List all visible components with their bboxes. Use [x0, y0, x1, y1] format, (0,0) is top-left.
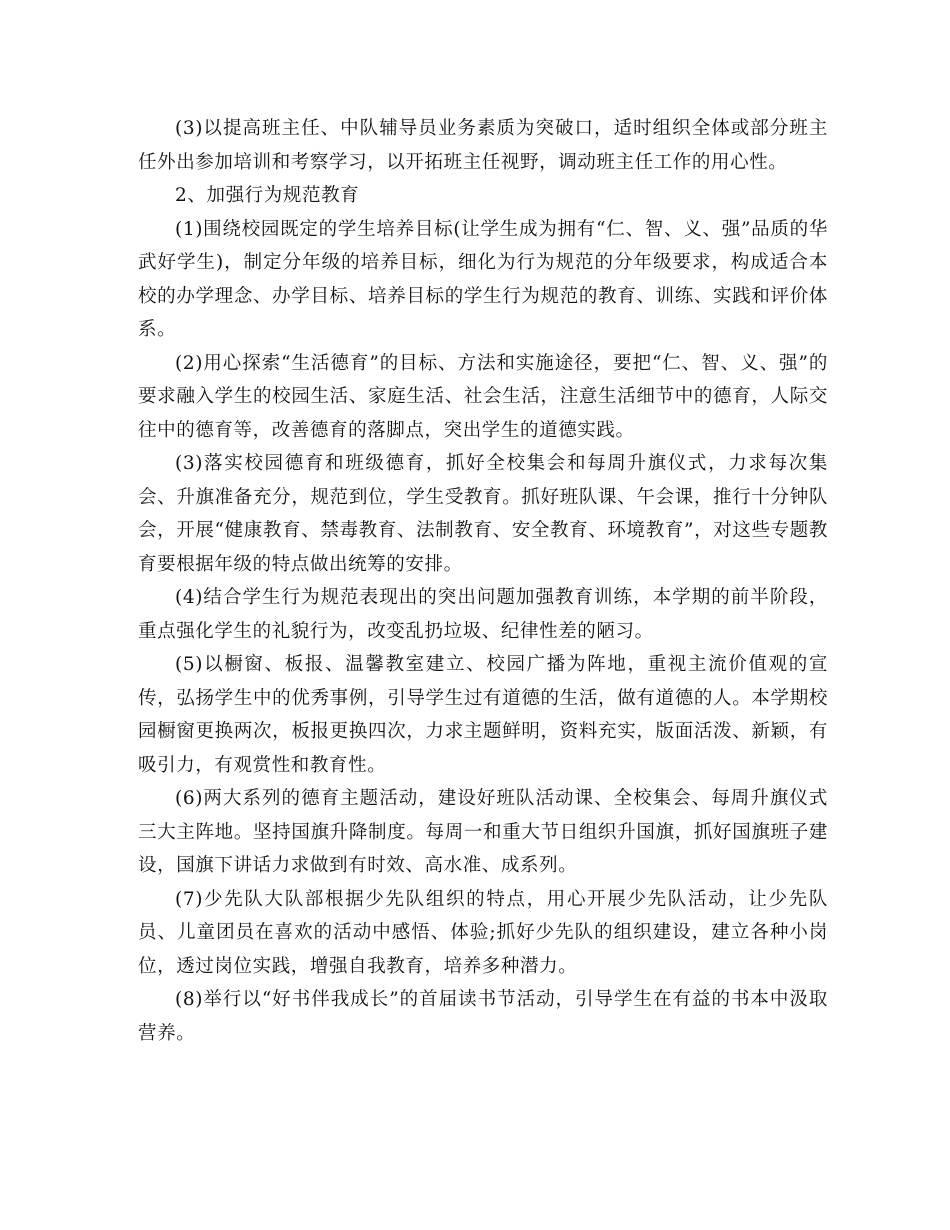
paragraph-4: (3)落实校园德育和班级德育，抓好全校集会和每周升旗仪式，力求每次集会、升旗准备充分，规范到位，学生受教育。抓好班队课、午会课，推行十分钟队会，开展“健康教育、禁毒教育、法制教育、安全教育、环境教育”，对这些专题教育要根据年级的特点做出统筹的安排。: [138, 453, 828, 575]
paragraph-5: (4)结合学生行为规范表现出的突出问题加强教育训练，本学期的前半阶段，重点强化学生的礼貌行为，改变乱扔垃圾、纪律性差的陋习。: [138, 587, 828, 642]
paragraph-9: (8)举行以“好书伴我成长”的首届读书节活动，引导学生在有益的书本中汲取营养。: [138, 989, 828, 1044]
paragraph-1: (3)以提高班主任、中队辅导员业务素质为突破口，适时组织全体或部分班主任外出参加培训和考察学习，以开拓班主任视野，调动班主任工作的用心性。: [138, 118, 828, 173]
document-body: [138, 112, 828, 1050]
paragraph-7: (6)两大系列的德育主题活动，建设好班队活动课、全校集会、每周升旗仪式三大主阵地。坚持国旗升降制度。每周一和重大节日组织升国旗，抓好国旗班子建设，国旗下讲话力求做到有时效、高水准、成系列。: [138, 788, 828, 876]
paragraph-2: (1)围绕校园既定的学生培养目标(让学生成为拥有“仁、智、义、强”品质的华武好学生)，制定分年级的培养目标，细化为行为规范的分年级要求，构成适合本校的办学理念、办学目标、培养目标的学生行为规范的教育、训练、实践和评价体系。: [138, 218, 828, 340]
paragraph-6: (5)以橱窗、板报、温馨教室建立、校园广播为阵地，重视主流价值观的宣传，弘扬学生中的优秀事例，引导学生过有道德的生活，做有道德的人。本学期校园橱窗更换两次，板报更换四次，力求主题鲜明，资料充实，版面活泼、新颖，有吸引力，有观赏性和教育性。: [138, 654, 828, 776]
paragraph-8: (7)少先队大队部根据少先队组织的特点，用心开展少先队活动，让少先队员、儿童团员在喜欢的活动中感悟、体验;抓好少先队的组织建设，建立各种小岗位，透过岗位实践，增强自我教育，培养多种潜力。: [138, 888, 828, 977]
section-heading: 2、加强行为规范教育: [175, 185, 360, 206]
paragraph-3: (2)用心探索“生活德育”的目标、方法和实施途径，要把“仁、智、义、强”的要求融入学生的校园生活、家庭生活、社会生活，注意生活细节中的德育，人际交往中的德育等，改善德育的落脚点，突出学生的道德实践。: [138, 352, 828, 441]
